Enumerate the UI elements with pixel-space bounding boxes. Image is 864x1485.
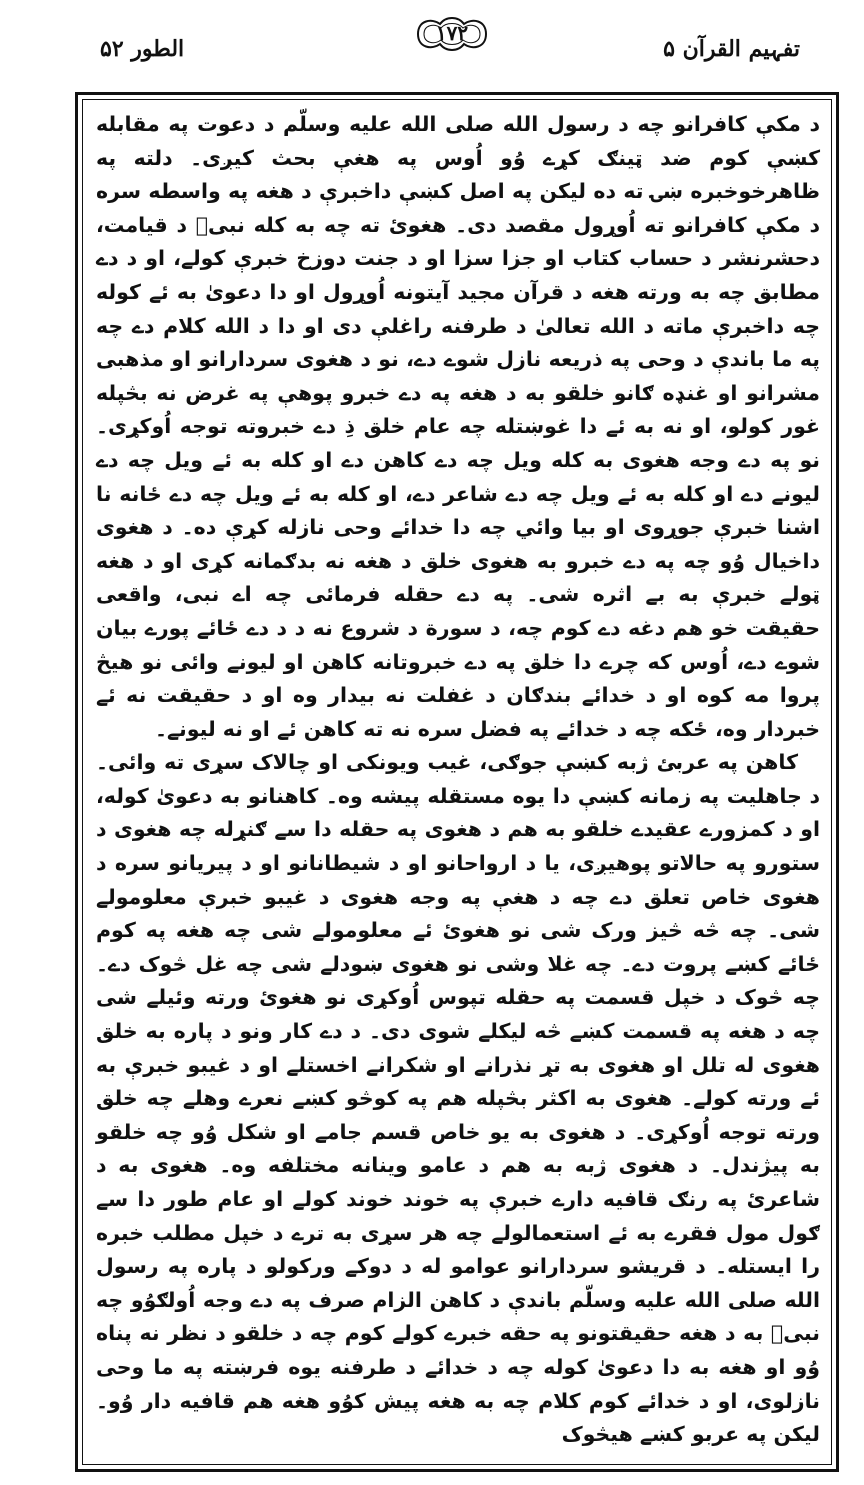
header-surah-title: الطور ۵۲ bbox=[100, 36, 185, 62]
running-header bbox=[70, 14, 830, 74]
page-number: ۱۷۲ bbox=[435, 21, 469, 45]
page-number-ornament bbox=[410, 14, 494, 54]
paragraph-2: کاهن په عربئ ژبه کښې جوګی، غیب ویونکی او چالاک سړی ته وائی۔ د جاهلیت په زمانه کښې دا یوه مستقله پیشه وه۔ کاهنانو به دعویٰ کوله، او د کمزورے عقیدے خلقو به هم د هغوی په حقله دا سے ګنړله چه هغوی د ستورو په حالاتو پوهیږی، یا د ارواحانو او د شیطانانو او د پیریانو سره د هغوی خاص تعلق دے چه د هغې په وجه هغوی د غیبو خبرې معلومولے شی۔ چه څه څیز ورک شی نو هغوئ ئے معلومولے شی چه هغه په کوم ځائے کښے پروت دے۔ چه غلا وشی نو هغوی ښودلے شی چه غل څوک دے۔ چه څوک د خپل قسمت په حقله تپوس اُوکړی نو هغوئ ورته وئیلے شی چه د هغه په قسمت کښے څه لیکلے شوی دی۔ د دے کار ونو د پاره به خلق هغوی له تلل او هغوی به تړ نذرانے او شکرانے اخستلے او د غیبو خبرې به ئے ورته کولے۔ هغوی به اکثر بڅپله هم په کوڅو کښے نعرے وهلے چه خلق ورته توجه اُوکړی۔ د هغوی به یو خاص قسم جامے او شکل وُو چه خلقو به پیژندل۔ د هغوی ژبه به هم د عامو وینانه مختلفه وه۔ هغوی به د شاعرئ په رنګ قافیه دارے خبرې په خوند خوند کولے او عام طور دا سے ګول مول فقرے به ئے استعمالولے چه هر سړی به ترے د خپل مطلب خبره را ایستله۔ د قریشو سردارانو عوامو له د دوکے ورکولو د پاره په رسول الله صلی الله علیه وسلّم باندې د کاهن الزام صرف په دے وجه اُولګوُو چه نبیؐ به د هغه حقیقتونو په حقه خبرے کولے کوم چه د خلقو د نظر نه پناه وُو او هغه به دا دعویٰ کوله چه د خدائے د طرفنه یوه فرښته په ما وحی نازلوی، او د خدائے کوم کلام چه به هغه پیش کوُو هغه هم قافیه دار وُو۔ لیکن په عربو کښے هیڅوک bbox=[96, 750, 820, 1447]
header-book-title: تفہیم القرآن ۵ bbox=[663, 36, 800, 62]
paragraph-1: د مکې کافرانو چه د رسول الله صلی الله علیه وسلّم د دعوت په مقابله کښې کوم ضد ټینګ کړے وُو اُوس په هغې بحث کیږی۔ دلته په ظاهرخوخبره ښۍ ته ده لیکن په اصل کښې داخبرې د هغه په واسطه سره د مکې کافرانو ته اُوړول مقصد دی۔ هغوئ ته چه به کله نبیؐ د قیامت، دحشرنشر د حساب کتاب او جزا سزا او د جنت دوزخ خبرې کولے، او د دے مطابق چه به ورته هغه د قرآن مجید آیتونه اُوړول او دا دعویٰ به ئے کوله چه داخبرې ماته د الله تعالیٰ د طرفنه راغلې دی او دا د الله کلام دے چه په ما باندې د وحی په ذریعه نازل شوے دے، نو د هغوی سردارانو او مذهبی مشرانو او غنډه ګانو خلقو به د هغه په دے خبرو پوهې په غرض نه بڅپله غور کولو، او نه به ئے دا غوښتله چه عام خلق ذِ دے خبروته توجه اُوکړی۔ نو په دے وجه هغوی به کله ویل چه دے کاهن دے او کله به ئے ویل چه دے لیونے دے او کله به ئے ویل چه دے شاعر دے، او کله به ئے ویل چه دے ځانه نا اشنا خبرې جوړوی او بیا وائي چه دا خدائے وحی نازله کړې ده۔ د هغوی داخیال وُو چه په دے خبرو به هغوی خلق د هغه نه بدګمانه کړی او د هغه ټولے خبرې به بے اثره شی۔ په دے حقله فرمائی چه اے نبی، واقعی حقیقت خو هم دغه دے کوم چه، د سورة د شروع نه د د دے ځائے پورے بیان شوے دے، اُوس که چرے دا خلق په دے خبروتانه کاهن او لیونے وائی نو هیڅ پروا مه کوه او د خدائے بندګان د غفلت نه بیدار وه او د حقیقت نه ئے خبردار وه، ځکه چه د خدائے په فضل سره نه ته کاهن ئے او نه لیونے۔ bbox=[96, 112, 820, 741]
body-text bbox=[96, 108, 820, 1452]
